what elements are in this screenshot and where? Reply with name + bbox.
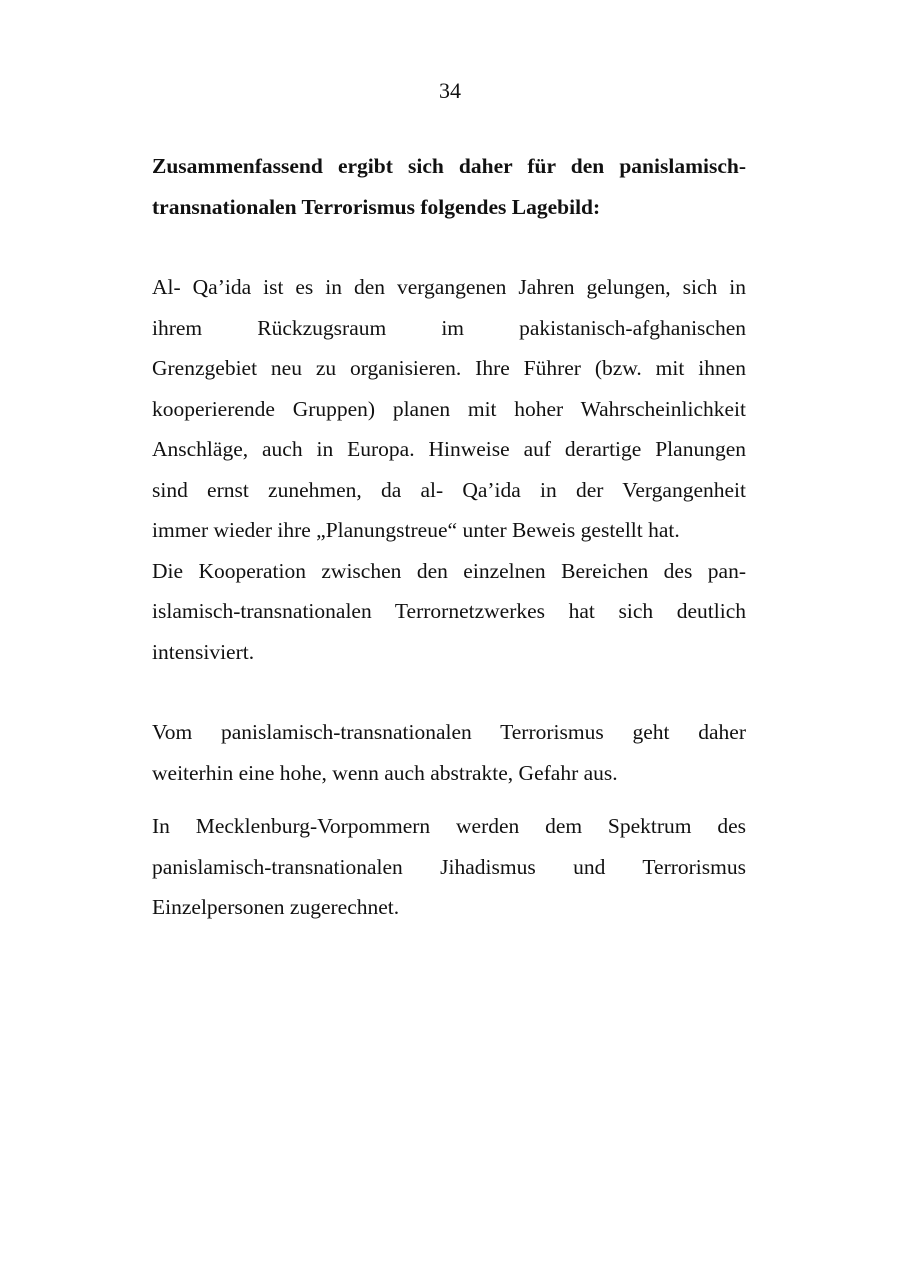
paragraph-line: Einzelpersonen zugerechnet. — [152, 895, 400, 919]
spacer — [152, 227, 746, 267]
paragraph-line: Anschläge, auch in Europa. Hinweise auf derartige Planungen — [152, 437, 746, 461]
paragraph-line: Grenzgebiet neu zu organisieren. Ihre Führer (bzw. mit ihnen — [152, 356, 746, 380]
paragraph-line: immer wieder ihre „Planungstreue“ unter Beweis gestellt hat. — [152, 518, 680, 542]
paragraph-line: Al- Qa’ida ist es in den vergangenen Jahren gelungen, sich in — [152, 275, 746, 299]
heading-line: Zusammenfassend ergibt sich daher für den panislamisch- — [152, 154, 746, 178]
paragraph-kooperation — [152, 551, 746, 673]
paragraph-line: weiterhin eine hohe, wenn auch abstrakte, Gefahr aus. — [152, 760, 618, 785]
paragraph-line: intensiviert. — [152, 639, 255, 664]
paragraph-line: ihrem Rückzugsraum im pakistanisch-afghanischen — [152, 315, 746, 340]
paragraph-line: sind ernst zunehmen, da al- Qa’ida in der Vergangenheit — [152, 477, 746, 502]
paragraph-line: panislamisch-transnationalen Jihadismus und Terrorismus — [152, 854, 746, 879]
paragraph-line: islamisch-transnationalen Terrornetzwerkes hat sich deutlich — [152, 599, 746, 623]
section-heading — [152, 146, 746, 227]
page-number: 34 — [439, 78, 461, 103]
paragraph-line: Die Kooperation zwischen den einzelnen Bereichen des pan- — [152, 558, 746, 583]
paragraph-line: kooperierende Gruppen) planen mit hoher Wahrscheinlichkeit — [152, 396, 746, 421]
heading-line: transnationalen Terrorismus folgendes Lagebild: — [152, 194, 601, 219]
paragraph-gefahr — [152, 712, 746, 793]
document-body — [152, 146, 746, 928]
paragraph-line: Vom panislamisch-transnationalen Terrorismus geht daher — [152, 720, 746, 744]
paragraph-line: In Mecklenburg-Vorpommern werden dem Spektrum des — [152, 814, 746, 838]
paragraph-al-qaida — [152, 267, 746, 551]
paragraph-mecklenburg-vorpommern — [152, 806, 746, 928]
spacer — [152, 672, 746, 712]
spacer — [152, 793, 746, 806]
